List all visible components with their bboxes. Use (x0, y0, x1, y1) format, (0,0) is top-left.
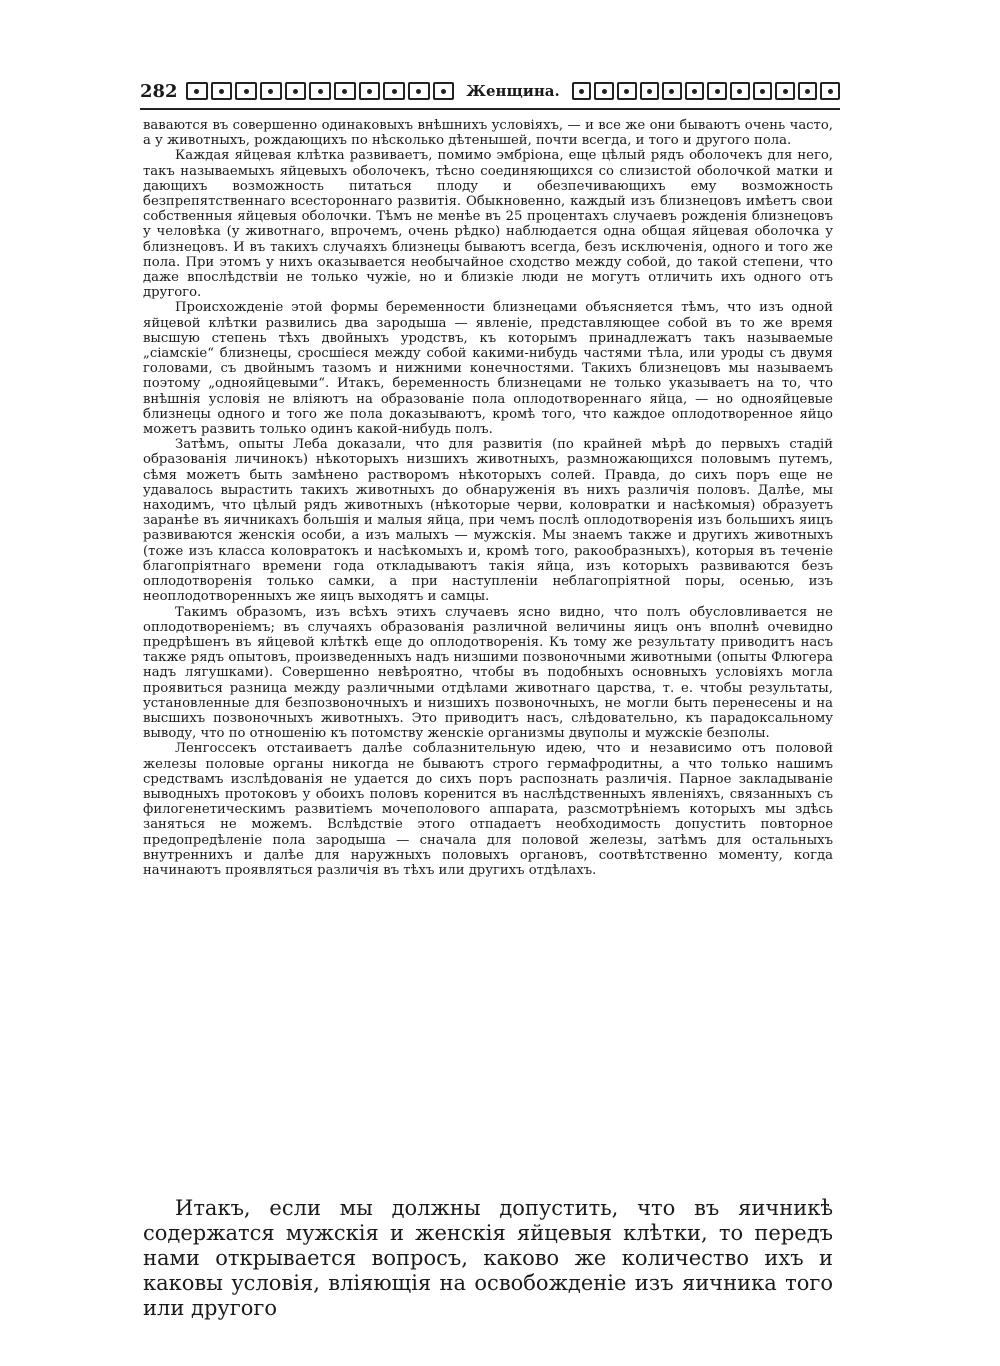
page-header (140, 78, 840, 104)
closing-text (143, 1196, 833, 1321)
paragraph: Ленгоссекъ отстаиваетъ далѣе соблазнительную идею, что и независимо отъ половой железы половые органы никогда не бываютъ строго гермафродитны, а что только нашимъ средствамъ изслѣдованія не удается до сихъ поръ распознать различія. Парное закладываніе выводныхъ протоковъ у обоихъ половъ коренится въ наслѣдственныхъ явленіяхъ, связанныхъ съ филогенетическимъ развитіемъ мочеполового аппарата, разсмотрѣніемъ которыхъ мы здѣсь заняться не можемъ. Вслѣдствіе этого отпадаетъ необходимость допустить повторное предопредѣленіе пола зародыша — сначала для половой железы, затѣмъ для остальныхъ внутреннихъ и далѣе для наружныхъ половыхъ органовъ, соотвѣтственно моменту, когда начинаютъ проявляться различія въ тѣхъ или другихъ отдѣлахъ. (143, 741, 833, 878)
paragraph: Затѣмъ, опыты Леба доказали, что для развитія (по крайней мѣрѣ до первыхъ стадій образованія личинокъ) нѣкоторыхъ низшихъ животныхъ, размножающихся половымъ путемъ, сѣмя можетъ быть замѣнено растворомъ нѣкоторыхъ солей. Правда, до сихъ поръ еще не удавалось вырастить такихъ животныхъ до обнаруженія въ нихъ различія половъ. Далѣе, мы находимъ, что цѣлый рядъ животныхъ (нѣкоторые черви, коловратки и насѣкомыя) образуетъ заранѣе въ яичникахъ большія и малыя яйца, при чемъ послѣ оплодотворенія изъ большихъ яицъ развиваются женскія особи, а изъ малыхъ — мужскія. Мы знаемъ также и другихъ животныхъ (тоже изъ класса коловратокъ и насѣкомыхъ и, кромѣ того, ракообразныхъ), которыя въ теченіе благопріятнаго времени года откладываютъ такія яйца, изъ которыхъ развиваются безъ оплодотворенія только самки, а при наступленіи неблагопріятной поры, осенью, изъ неоплодотворенныхъ же яицъ выходятъ и самцы. (143, 437, 833, 605)
paragraph: Каждая яйцевая клѣтка развиваетъ, помимо эмбріона, еще цѣлый рядъ оболочекъ для него, такъ называемыхъ яйцевыхъ оболочекъ, тѣсно соединяющихся со слизистой оболочкой матки и дающихъ возможность питаться плоду и обезпечивающихъ ему возможность безпрепятственнаго всестороннаго развитія. Обыкновенно, каждый изъ близнецовъ имѣетъ свои собственныя яйцевыя оболочки. Тѣмъ не менѣе въ 25 процентахъ случаевъ рожденія близнецовъ у человѣка (у животнаго, впрочемъ, очень рѣдко) наблюдается одна общая яйцевая оболочка у близнецовъ. И въ такихъ случаяхъ близнецы бываютъ всегда, безъ исключенія, одного и того же пола. При этомъ у нихъ оказывается необычайное сходство между собой, до такой степени, что даже впослѣдствіи не только чужіе, но и близкіе люди не могутъ отличить ихъ одного отъ другого. (143, 148, 833, 301)
header-ornament-left (186, 82, 454, 100)
paragraph: Такимъ образомъ, изъ всѣхъ этихъ случаевъ ясно видно, что полъ обусловливается не оплодотвореніемъ; въ случаяхъ образованія различной величины яицъ онъ вполнѣ очевидно предрѣшенъ въ яйцевой клѣткѣ еще до оплодотворенія. Къ тому же результату приводитъ насъ также рядъ опытовъ, произведенныхъ надъ низшими позвоночными животными (опыты Флюгера надъ лягушками). Совершенно невѣроятно, чтобы въ подобныхъ основныхъ условіяхъ могла проявиться разница между различными отдѣлами животнаго царства, т. е. чтобы результаты, установленные для безпозвоночныхъ и низшихъ позвоночныхъ, не могли быть перенесены и на высшихъ позвоночныхъ животныхъ. Это приводитъ насъ, слѣдовательно, къ парадоксальному выводу, что по отношенію къ потомству женскіе организмы двуполы и мужскіе безполы. (143, 604, 833, 742)
page-number: 282 (140, 80, 178, 102)
header-rule (140, 108, 840, 110)
paragraph: Происхожденіе этой формы беременности близнецами объясняется тѣмъ, что изъ одной яйцевой клѣтки развились два зародыша — явленіе, представляющее собой въ то же время высшую степень тѣхъ двойныхъ уродствъ, къ которымъ принадлежатъ такъ называемые „сіамскіе“ близнецы, сросшіеся между собой какими-нибудь частями тѣла, или уроды съ двумя головами, съ двойнымъ тазомъ и нижними конечностями. Такихъ близнецовъ мы называемъ поэтому „однояйцевыми“. Итакъ, беременность близнецами не только указываетъ на то, что внѣшнія условія не вліяютъ на образованіе пола оплодотвореннаго яйца, — но однояйцевые близнецы одного и того же пола доказываютъ, кромѣ того, что каждое оплодотворенное яйцо можетъ развить только одинъ какой-нибудь полъ. (143, 300, 833, 438)
closing-paragraph: Итакъ, если мы должны допустить, что въ яичникѣ содержатся мужскія и женскія яйцевыя клѣтки, то передъ нами открывается вопросъ, каково же количество ихъ и каковы условія, вліяющія на освобожденіе изъ яичника того или другого (143, 1196, 833, 1320)
header-ornament-right (572, 82, 840, 100)
paragraph: ваваются въ совершенно одинаковыхъ внѣшнихъ условіяхъ, — и все же они бываютъ очень часто, а у животныхъ, рождающихъ по нѣсколько дѣтенышей, почти всегда, и того и другого пола. (143, 118, 833, 149)
body-text (143, 118, 833, 878)
running-title: Женщина. (466, 82, 560, 100)
